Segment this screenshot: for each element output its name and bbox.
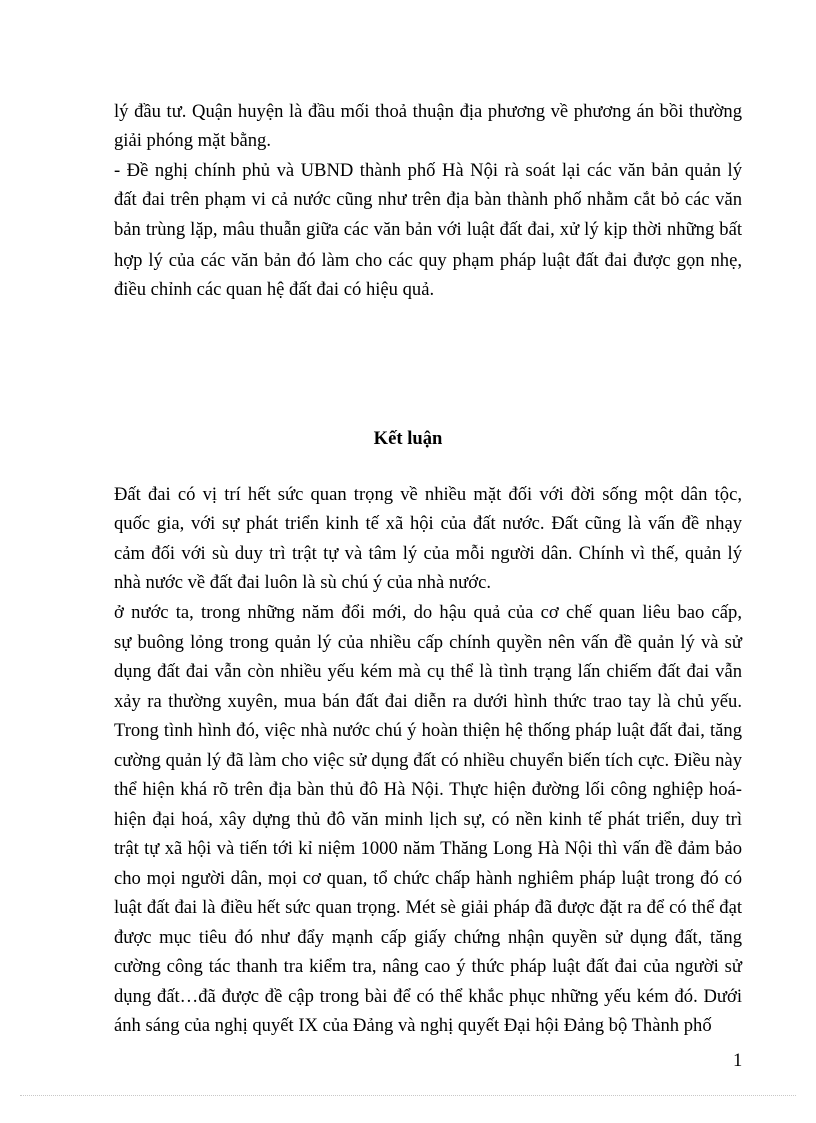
body-text-line: điều chỉnh các quan hệ đất đai có hiệu quả. — [114, 279, 435, 300]
body-text-line: luật đất đai là điều hết sức quan trọng. Mét sè giải pháp đã được đặt ra để có thể đạt — [114, 897, 742, 918]
page-bottom-divider — [20, 1095, 796, 1096]
body-text-line: Trong tình hình đó, việc nhà nước chú ý hoàn thiện hệ thống pháp luật đất đai, tăng — [114, 720, 742, 741]
body-text-line: - Đề nghị chính phủ và UBND thành phố Hà Nội rà soát lại các văn bản quản lý — [114, 160, 742, 181]
section-heading: Kết luận — [373, 428, 443, 449]
body-text-line: được mục tiêu đó như đẩy mạnh cấp giấy chứng nhận quyền sử dụng đất, tăng — [114, 927, 742, 948]
page-number: 1 — [733, 1050, 743, 1071]
body-text-line: quốc gia, với sự phát triển kinh tế xã hội của đất nước. Đất cũng là vấn đề nhạy — [114, 513, 742, 534]
body-text-line: cho mọi người dân, mọi cơ quan, tổ chức chấp hành nghiêm pháp luật trong đó có — [114, 868, 742, 889]
body-text-line: lý đầu tư. Quận huyện là đầu mối thoả thuận địa phương về phương án bồi thường — [114, 101, 742, 122]
body-text-line: xảy ra thường xuyên, mua bán đất đai diễn ra dưới hình thức trao tay là chủ yếu. — [114, 691, 742, 712]
body-text-line: cường quản lý đã làm cho việc sử dụng đất có nhiều chuyển biến tích cực. Điều này — [114, 750, 742, 771]
body-text-line: nhà nước về đất đai luôn là sù chú ý của nhà nước. — [114, 572, 491, 593]
body-text-line: trật tự xã hội và tiến tới kỉ niệm 1000 năm Thăng Long Hà Nội thì vấn đề đảm bảo — [114, 838, 742, 859]
body-text-line: dụng đất đai vẫn còn nhiều yếu kém mà cụ thể là tình trạng lấn chiếm đất đai vẫn — [114, 661, 742, 682]
body-text-line: cảm đối với sù duy trì trật tự và tâm lý của mỗi người dân. Chính vì thế, quản lý — [114, 543, 742, 564]
body-text-line: bản trùng lặp, mâu thuẫn giữa các văn bản với luật đất đai, xử lý kịp thời những bất — [114, 219, 742, 240]
body-text-line: cường công tác thanh tra kiểm tra, nâng cao ý thức pháp luật đất đai của người sử — [114, 956, 742, 977]
body-text-line: sự buông lỏng trong quản lý của nhiều cấp chính quyền nên vấn đề quản lý và sử — [114, 632, 742, 653]
body-text-line: hợp lý của các văn bản đó làm cho các quy phạm pháp luật đất đai được gọn nhẹ, — [114, 250, 742, 271]
body-text-line: ở nước ta, trong những năm đổi mới, do hậu quả của cơ chế quan liêu bao cấp, — [114, 602, 742, 623]
body-text-line: đất đai trên phạm vi cả nước cũng như trên địa bàn thành phố nhằm cắt bỏ các văn — [114, 189, 742, 210]
body-text-line: giải phóng mặt bằng. — [114, 130, 271, 151]
body-text-line: dụng đất…đã được đề cập trong bài để có thể khắc phục những yếu kém đó. Dưới — [114, 986, 742, 1007]
body-text-line: ánh sáng của nghị quyết IX của Đảng và nghị quyết Đại hội Đảng bộ Thành phố — [114, 1015, 712, 1036]
body-text-line: hiện đại hoá, xây dựng thủ đô văn minh lịch sự, có nền kinh tế phát triển, duy trì — [114, 809, 742, 830]
body-text-line: Đất đai có vị trí hết sức quan trọng về nhiều mặt đối với đời sống một dân tộc, — [114, 484, 742, 505]
body-text-line: thể hiện khá rõ trên địa bàn thủ đô Hà Nội. Thực hiện đường lối công nghiệp hoá- — [114, 779, 742, 800]
